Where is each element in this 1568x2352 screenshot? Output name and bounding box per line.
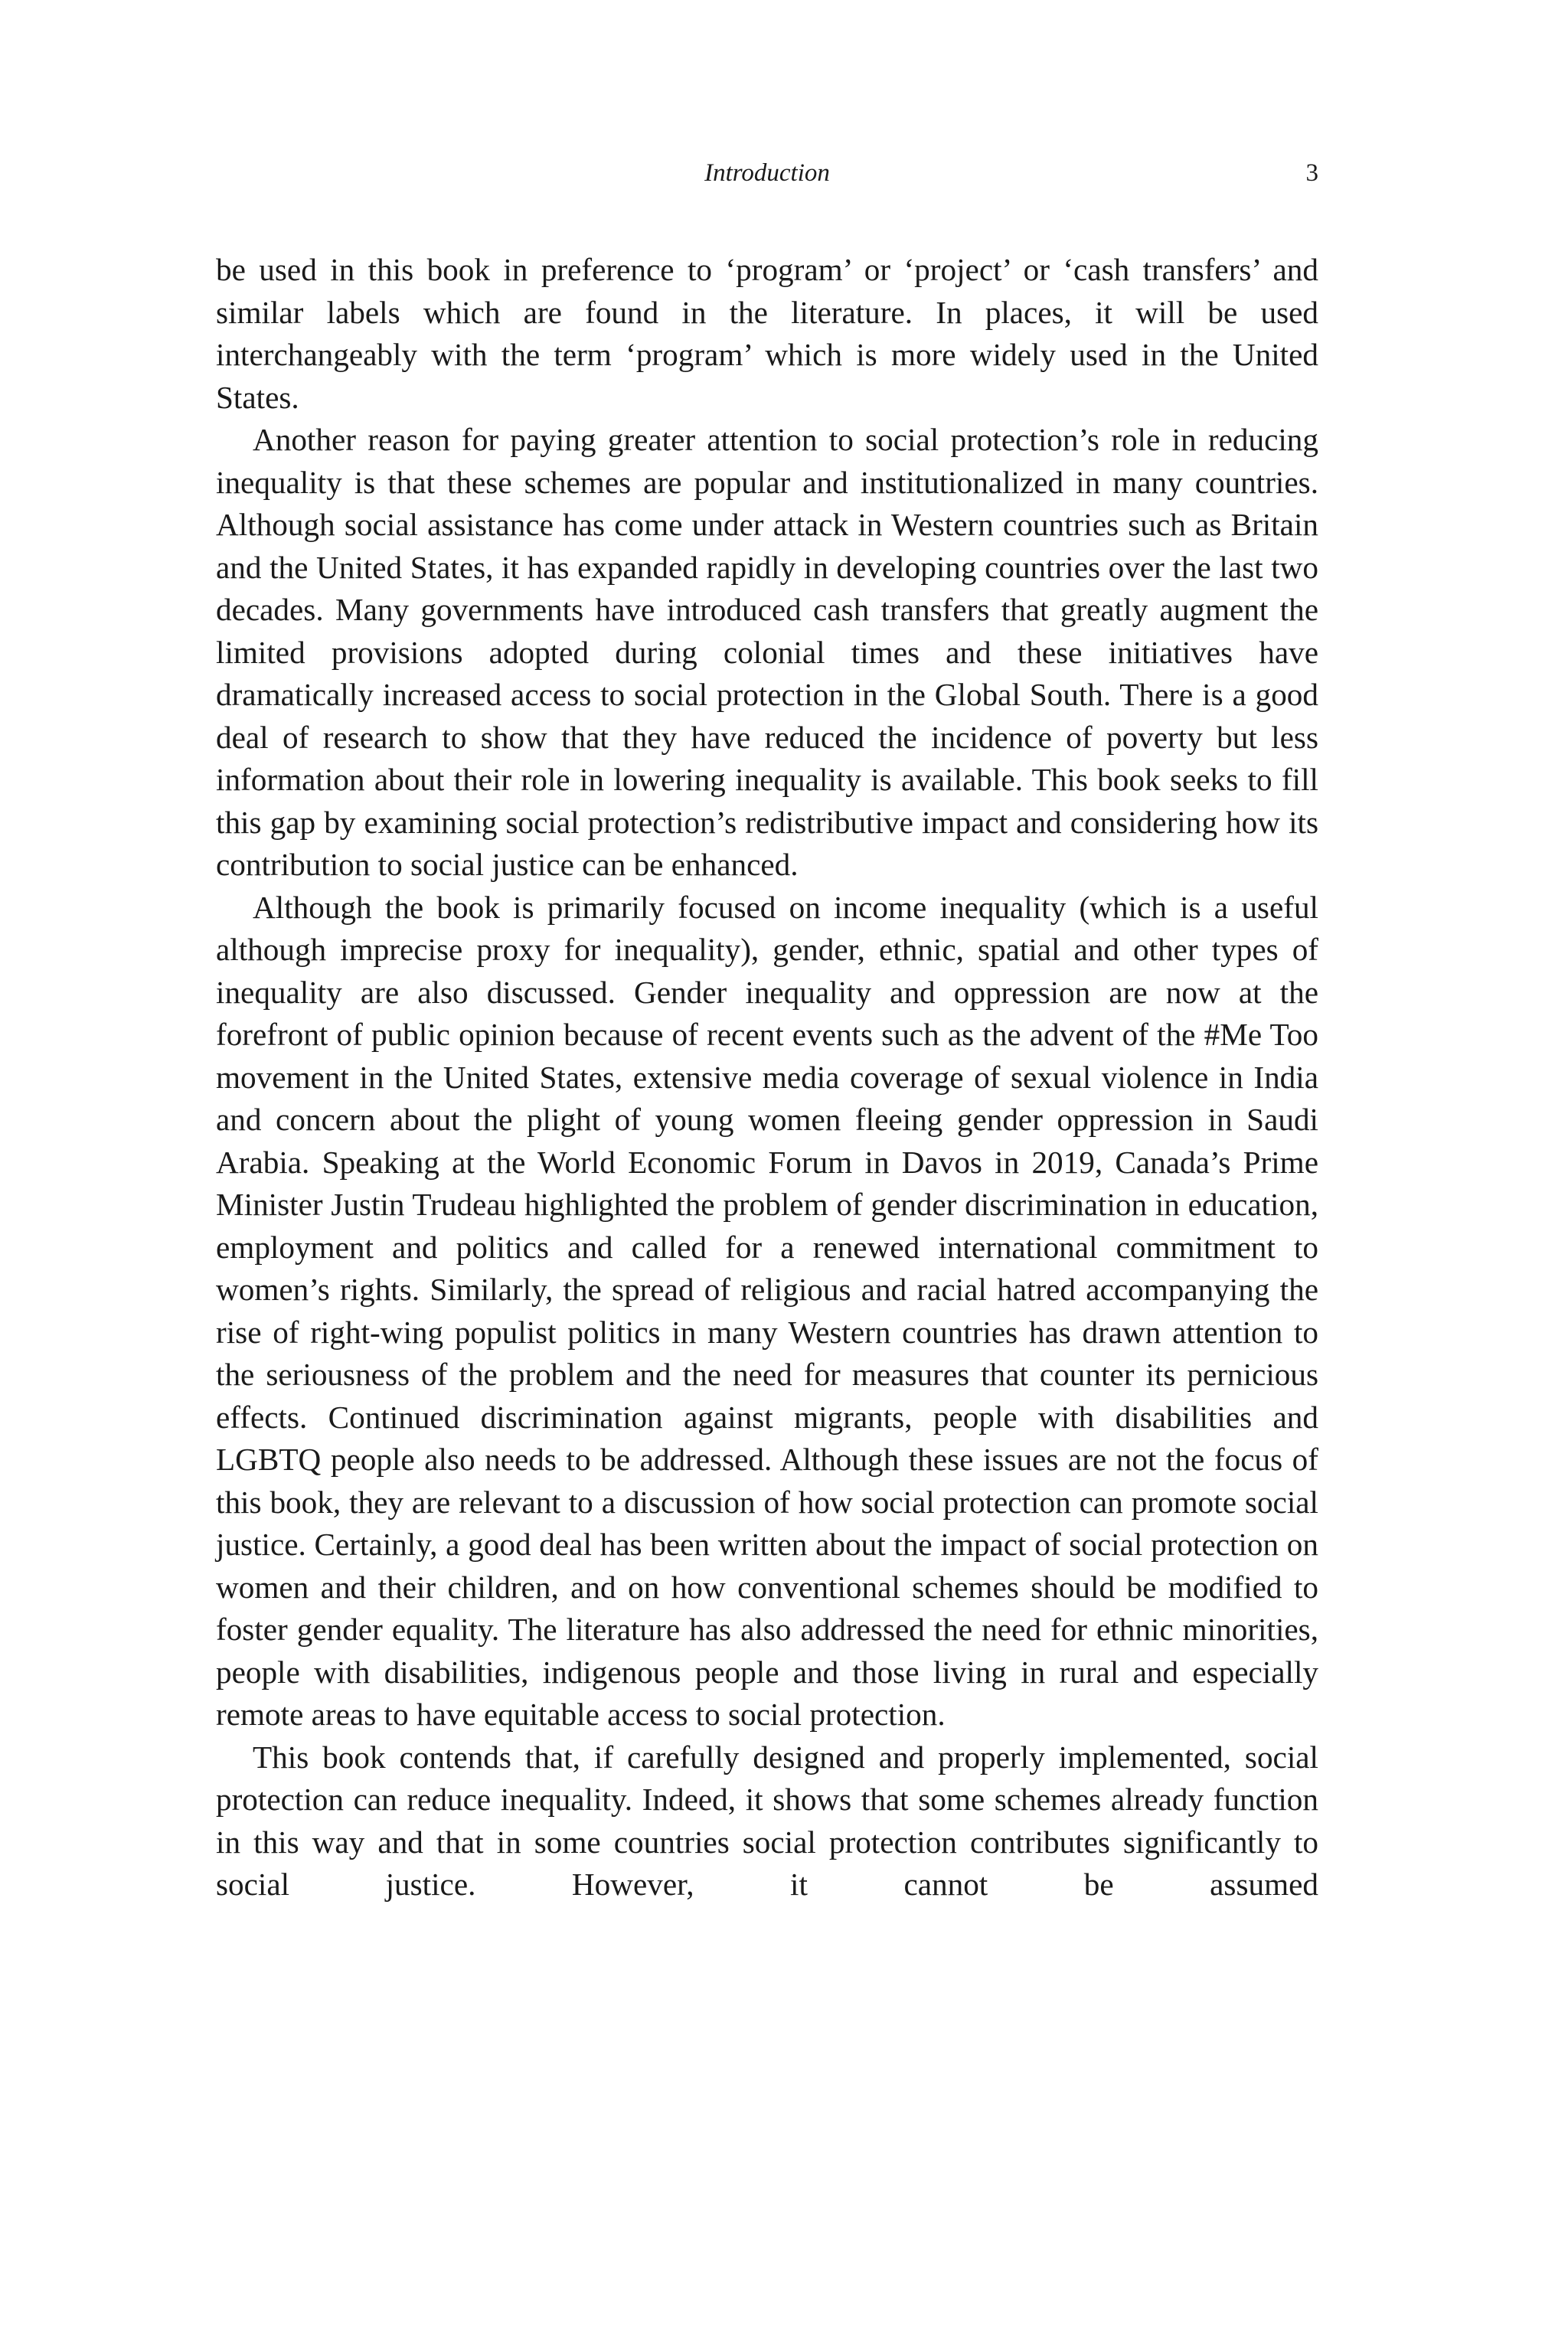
running-head-title: Introduction [704, 159, 830, 187]
paragraph: Although the book is primarily focused on income inequality (which is a useful although imprecise proxy for inequality), gender, ethnic, spatial and other types of inequality are also discussed. Gender inequality and oppression are now at the forefront of public opinion because of recent events such as the advent of the #Me Too movement in the United States, extensive media coverage of sexual violence in India and concern about the plight of young women fleeing gender oppression in Saudi Arabia. Speaking at the World Economic Forum in Davos in 2019, Canada’s Prime Minister Justin Trudeau highlighted the problem of gender discrimination in education, employment and politics and called for a renewed international commitment to women’s rights. Similarly, the spread of religious and racial hatred accompanying the rise of right-wing populist politics in many Western countries has drawn attention to the seriousness of the problem and the need for measures that counter its pernicious effects. Continued discrimination against migrants, people with disabilities and LGBTQ people also needs to be addressed. Although these issues are not the focus of this book, they are relevant to a discussion of how social protection can promote social justice. Certainly, a good deal has been written about the impact of social protection on women and their children, and on how conventional schemes should be modified to foster gender equality. The literature has also addressed the need for ethnic minorities, people with disabilities, indigenous people and those living in rural and especially remote areas to have equitable access to social protection. [216, 889, 1318, 1732]
body-text [216, 249, 1318, 1906]
book-page [216, 159, 1318, 1906]
paragraph: This book contends that, if carefully designed and properly implemented, social protection can reduce inequality. Indeed, it shows that some schemes already function in this way and that in some countries social protection contributes significantly to social justice. However, it cannot be assumed [216, 1739, 1318, 1902]
paragraph-continuation: be used in this book in preference to ‘program’ or ‘project’ or ‘cash transfers’ and similar labels which are found in the literature. In places, it will be used interchangeably with the term ‘program’ which is more widely used in the United States. [216, 252, 1318, 415]
page-number: 3 [1305, 159, 1318, 187]
paragraph: Another reason for paying greater attention to social protection’s role in reducing inequality is that these schemes are popular and institutionalized in many countries. Although social assistance has come under attack in Western countries such as Britain and the United States, it has expanded rapidly in developing countries over the last two decades. Many governments have introduced cash transfers that greatly augment the limited provisions adopted during colonial times and these initiatives have dramatically increased access to social protection in the Global South. There is a good deal of research to show that they have reduced the incidence of poverty but less information about their role in lowering inequality is available. This book seeks to fill this gap by examining social protection’s redistributive impact and considering how its contribution to social justice can be enhanced. [216, 422, 1318, 882]
running-head [216, 159, 1318, 208]
